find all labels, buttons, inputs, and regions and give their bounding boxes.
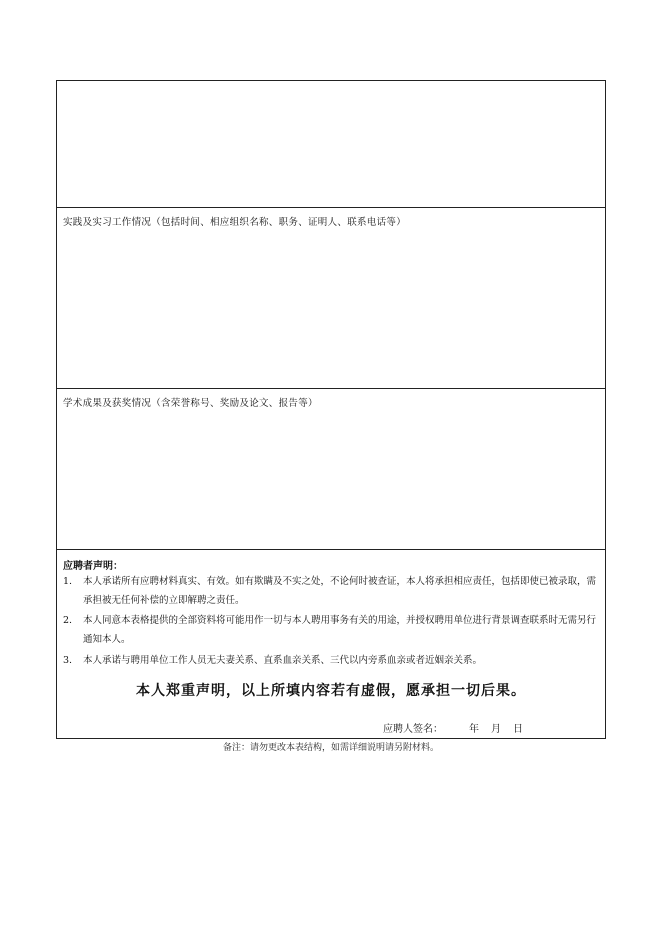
application-form-table bbox=[56, 80, 606, 739]
declaration-item bbox=[63, 611, 599, 649]
solemn-statement: 本人郑重声明，以上所填内容若有虚假，愿承担一切后果。 bbox=[136, 683, 526, 699]
year-label: 年 bbox=[469, 724, 479, 735]
signature-line[interactable] bbox=[383, 720, 535, 735]
item-number: 2. bbox=[63, 615, 73, 626]
item-text: 本人同意本表格提供的全部资料将可能用作一切与本人聘用事务有关的用途，并授权聘用单位进行背景调查联系时无需另行通知本人。 bbox=[83, 615, 597, 645]
practice-experience-label: 实践及实习工作情况（包括时间、相应组织名称、职务、证明人、联系电话等） bbox=[63, 217, 407, 228]
declaration-item bbox=[63, 572, 599, 610]
applicant-declaration bbox=[57, 549, 605, 738]
day-label: 日 bbox=[513, 724, 523, 735]
footnote: 备注：请勿更改本表结构，如需详细说明请另附材料。 bbox=[222, 743, 439, 753]
blank-field-area[interactable] bbox=[57, 81, 605, 207]
practice-experience-field[interactable] bbox=[57, 207, 605, 388]
declaration-item bbox=[63, 651, 599, 670]
item-number: 3. bbox=[63, 655, 73, 666]
month-label: 月 bbox=[491, 724, 501, 735]
item-number: 1. bbox=[63, 576, 73, 587]
item-text: 本人承诺所有应聘材料真实、有效。如有欺瞒及不实之处，不论何时被查证，本人将承担相应责任，包括即使已被录取，需承担被无任何补偿的立即解聘之责任。 bbox=[83, 576, 597, 606]
academic-achievements-label: 学术成果及获奖情况（含荣誉称号、奖励及论文、报告等） bbox=[63, 398, 318, 409]
signature-label: 应聘人签名： bbox=[383, 724, 443, 735]
declaration-title: 应聘者声明： bbox=[63, 561, 123, 572]
academic-achievements-field[interactable] bbox=[57, 388, 605, 549]
item-text: 本人承诺与聘用单位工作人员无夫妻关系、直系血亲关系、三代以内旁系血亲或者近姻亲关系。 bbox=[83, 655, 483, 666]
